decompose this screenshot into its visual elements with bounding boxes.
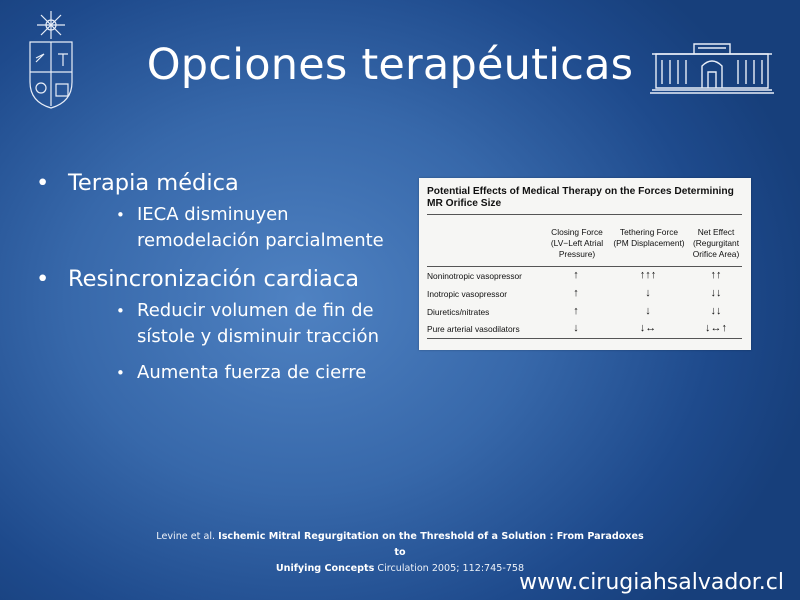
sub-bullet-fuerza-cierre: • Aumenta fuerza de cierre	[116, 360, 416, 386]
citation-title-line2: Unifying Concepts	[275, 563, 375, 574]
bullet-resincronizacion: • Resincronización cardiaca	[36, 264, 416, 294]
citation-authors: Levine et al.	[156, 531, 216, 542]
row-cell-closing: ↓	[573, 322, 579, 334]
row-cell-tethering: ↓	[645, 287, 651, 299]
row-cell-tethering: ↓↔	[639, 322, 657, 334]
row-cell-net: ↓↓	[710, 305, 722, 317]
bullet-list	[36, 168, 416, 396]
header-net-effect: Net Effect (Regurgitant Orifice Area)	[692, 227, 740, 259]
row-label: Inotropic vasopressor	[427, 289, 508, 299]
row-cell-net: ↓↔↑	[705, 322, 727, 334]
sub-bullet-reducir-volumen: • Reducir volumen de fin de sístole y disminuir tracción	[116, 298, 416, 350]
row-label: Diuretics/nitrates	[427, 307, 490, 317]
sub-bullet-ieca: • IECA disminuyen remodelación parcialmente	[116, 202, 416, 254]
bullet-terapia-medica: • Terapia médica	[36, 168, 416, 198]
citation-source: Circulation 2005; 112:745-758	[377, 563, 525, 574]
row-label: Pure arterial vasodilators	[427, 324, 520, 334]
row-cell-closing: ↑	[573, 305, 579, 317]
table-bottom-rule	[427, 338, 742, 339]
citation-title-line1: Ischemic Mitral Regurgitation on the Threshold of a Solution : From Paradoxes to	[218, 531, 644, 558]
footer-url: www.cirugiahsalvador.cl	[519, 570, 784, 595]
row-cell-net: ↓↓	[710, 287, 722, 299]
row-cell-closing: ↑	[573, 287, 579, 299]
row-cell-net: ↑↑	[710, 269, 722, 281]
therapy-effects-table	[419, 178, 751, 350]
row-cell-tethering: ↓	[645, 305, 651, 317]
row-cell-closing: ↑	[573, 269, 579, 281]
table-top-rule	[427, 214, 742, 215]
table-title: Potential Effects of Medical Therapy on the Forces Determining MR Orifice Size	[427, 186, 734, 209]
university-seal-logo	[24, 10, 78, 110]
slide-title: Opciones terapéuticas	[146, 40, 634, 90]
header-tethering-force: Tethering Force (PM Displacement)	[613, 227, 685, 248]
row-cell-tethering: ↑↑↑	[639, 269, 657, 281]
header-closing-force: Closing Force (LV−Left Atrial Pressure)	[550, 227, 604, 259]
table-header-rule	[427, 266, 742, 267]
row-label: Noninotropic vasopressor	[427, 271, 522, 281]
